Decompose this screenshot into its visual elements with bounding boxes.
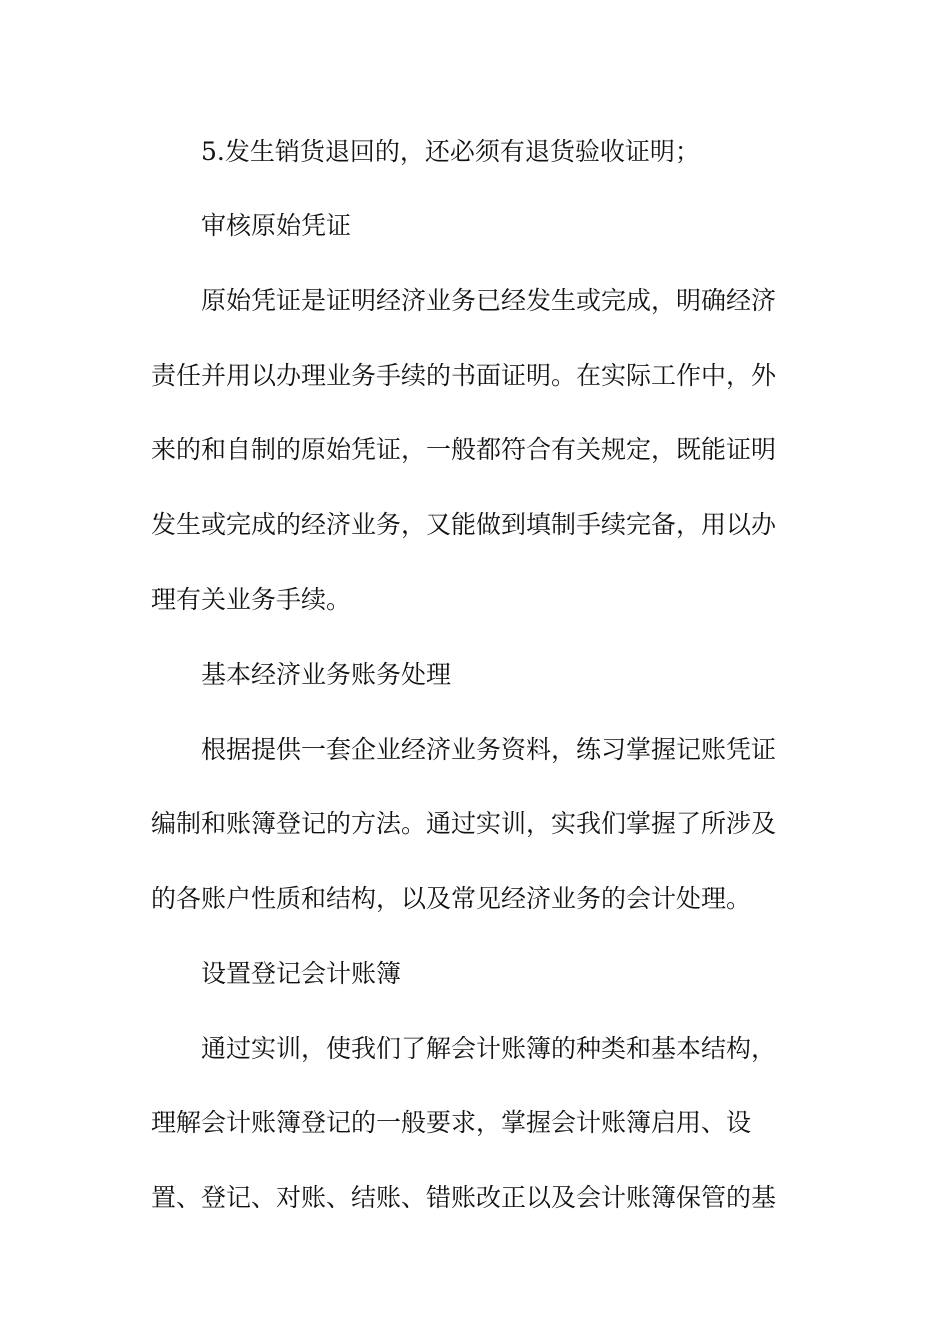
- text-line-1: 5.发生销货退回的，还必须有退货验收证明；: [201, 137, 700, 166]
- text-line-6: 发生或完成的经济业务，又能做到填制手续完备，用以办: [151, 510, 777, 539]
- section-heading-ledger-setup: 设置登记会计账簿: [201, 959, 402, 988]
- text-line-9: 根据提供一套企业经济业务资料，练习掌握记账凭证: [201, 735, 777, 764]
- text-line-15: 置、登记、对账、结账、错账改正以及会计账簿保管的基: [151, 1183, 777, 1212]
- text-line-10: 编制和账簿登记的方法。通过实训，实我们掌握了所涉及: [151, 809, 777, 838]
- text-line-4: 责任并用以办理业务手续的书面证明。在实际工作中，外: [151, 361, 777, 390]
- section-heading-basic-accounting: 基本经济业务账务处理: [201, 660, 452, 689]
- text-line-3: 原始凭证是证明经济业务已经发生或完成，明确经济: [201, 286, 777, 315]
- text-line-13: 通过实训，使我们了解会计账簿的种类和基本结构，: [201, 1034, 777, 1063]
- text-line-7: 理有关业务手续。: [151, 585, 352, 614]
- section-heading-review-vouchers: 审核原始凭证: [201, 211, 352, 240]
- text-line-5: 来的和自制的原始凭证，一般都符合有关规定，既能证明: [151, 435, 777, 464]
- text-line-11: 的各账户性质和结构，以及常见经济业务的会计处理。: [151, 884, 752, 913]
- text-line-14: 理解会计账簿登记的一般要求，掌握会计账簿启用、设: [151, 1108, 752, 1137]
